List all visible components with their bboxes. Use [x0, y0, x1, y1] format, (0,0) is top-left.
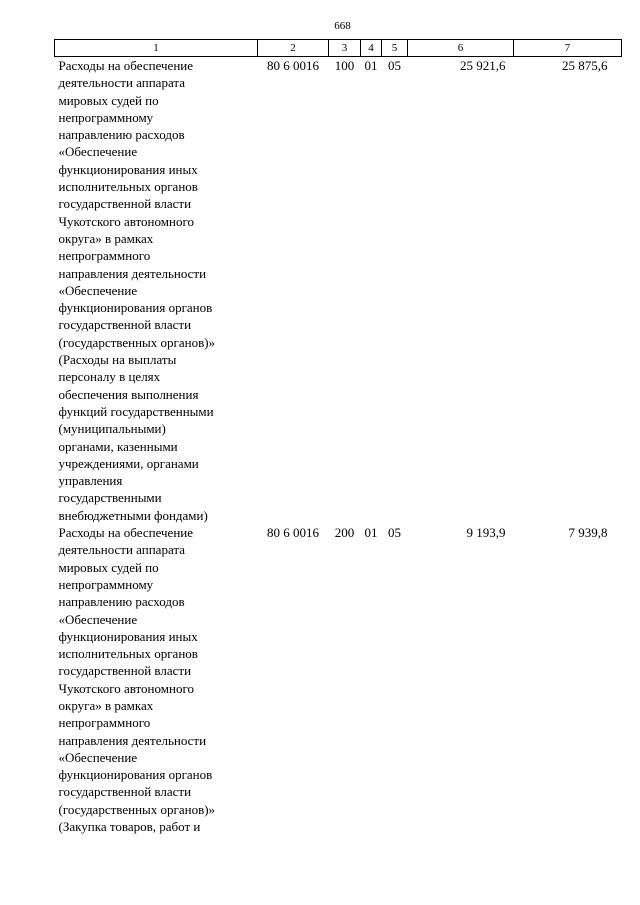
column-header-7: 7	[514, 40, 622, 57]
row-section: 01	[364, 58, 378, 73]
row-expense-type: 100	[334, 58, 355, 73]
table-header-row	[55, 40, 622, 57]
column-header-4: 4	[361, 40, 382, 57]
row-subsection: 05	[388, 58, 401, 73]
row-description: Расходы на обеспечение деятельности аппарата мировых судей по непрограммному направлению расходов «Обеспечение функционирования иных исполнительных органов государственной власти Чукотского автономного округа» в рамках непрограммного направления деятельности «Обеспечение функционирования органов государственной власти (государственных органов)» (Закупка товаров, работ и	[58, 525, 216, 835]
row-amount-1: 9 193,9	[466, 525, 506, 541]
row-target-code: 80 6 0016	[267, 525, 319, 541]
column-header-3: 3	[329, 40, 361, 57]
table-row	[55, 57, 622, 525]
budget-table	[54, 39, 622, 835]
row-target-code: 80 6 0016	[267, 58, 319, 73]
row-subsection: 05	[388, 525, 401, 541]
column-header-1: 1	[55, 40, 258, 57]
row-expense-type: 200	[334, 525, 355, 541]
row-amount-1: 25 921,6	[460, 58, 506, 73]
column-header-2: 2	[258, 40, 329, 57]
row-amount-2: 7 939,8	[568, 525, 608, 541]
table-row	[55, 524, 622, 835]
row-section: 01	[364, 525, 378, 541]
column-header-5: 5	[382, 40, 408, 57]
row-description: Расходы на обеспечение деятельности аппарата мировых судей по непрограммному направлению расходов «Обеспечение функционирования иных исполнительных органов государственной власти Чукотского автономного округа» в рамках непрограммного направления деятельности «Обеспечение функционирования органов государственной власти (государственных органов)» (Расходы на выплаты персоналу в целях обеспечения выполнения функций государственными (муниципальными) органами, казенными учреждениями, органами управления государственными внебюджетными фондами)	[58, 58, 216, 523]
column-header-6: 6	[408, 40, 514, 57]
row-amount-2: 25 875,6	[562, 58, 608, 73]
page-number: 668	[334, 20, 351, 32]
